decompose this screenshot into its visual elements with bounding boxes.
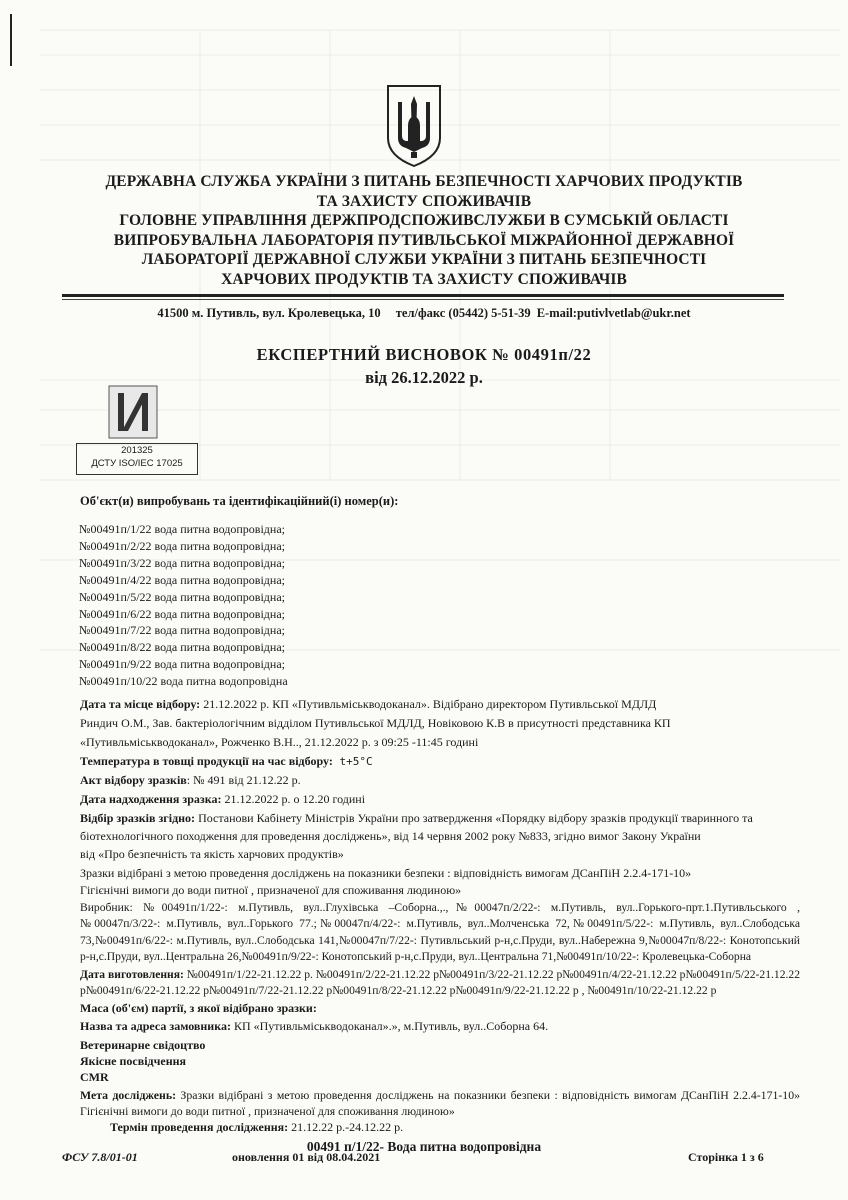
postal-address: 41500 м. Путивль, вул. Кролевецька, 10 [157, 306, 381, 320]
agency-line: ВИПРОБУВАЛЬНА ЛАБОРАТОРІЯ ПУТИВЛЬСЬКОЇ МІЖРАЙОННОЇ ДЕРЖАВНОЇ [113, 231, 735, 249]
list-item: №00491п/5/22 вода питна водопровідна; [79, 589, 285, 604]
list-item: №00491п/8/22 вода питна водопровідна; [79, 640, 285, 655]
field-value: t+5°C [332, 755, 373, 768]
list-item: №00491п/1/22 вода питна водопровідна; [79, 522, 285, 536]
field-label: Якісне посвідчення [80, 1054, 187, 1068]
phone-fax: тел/факс (05442) 5-51-39 [395, 306, 531, 320]
accreditation-number: 201325 [121, 445, 153, 456]
field-label: Температура в товщі продукції на час відбору: [80, 754, 333, 768]
sampling-place-cont: «Путивльміськводоканал», Рожченко В.Н.., 21.12.2022 р. з 09:25 -11:45 годині [80, 735, 479, 749]
lab-address [0, 306, 848, 321]
quality-certificate [80, 1054, 186, 1069]
field-label: Термін проведення дослідження: [110, 1120, 289, 1134]
list-item: №00491п/9/22 вода питна водопровідна; [79, 657, 285, 672]
field-label: Мета досліджень: [80, 1088, 177, 1102]
producer-text: Виробник: №00491п/1/22-: м.Путивль, вул..Глухівська –Соборна.,.,№00047п/2/22-: м.Путивль, вул..Горького-прт.1.Путивльського ,№00047п/3/22-: м.Путивль, вул..Горького 77.;№00047п/4/22-: м.Путивль, вул..Молченська 72,№00491п/5/22-: м.Путивль, вул..Слободська 73,№00491п/6/22-: м.Путивль, вул..Слободська 141,№00047п/7/22-: Путивльський р-н,с.Пруди, вул..Набережна 9,№00047п/8/22-: Конотопський р-н,с.Пруди, вул..Центральна 26,№00491п/9/22-: Конотопський р-н,с.Пруди, вул..Центральна 71,№00491п/10/22-: Кролевецька-Соборна [80, 901, 800, 964]
sampling-place-cont: Риндич О.М., Зав. бактеріологічним відділом Путивльської МДЛД, Новіковою К.В в присутності представника КП [80, 716, 671, 730]
sample-arrival [80, 792, 365, 807]
form-code: ФСУ 7.8/01-01 [62, 1150, 138, 1164]
conclusion-title: ЕКСПЕРТНИЙ ВИСНОВОК № 00491п/22 [256, 345, 592, 364]
accreditation-standard: ДСТУ ISO/IEC 17025 [91, 458, 183, 469]
sampling-temperature [80, 754, 373, 769]
field-value: Зразки відібрані з метою проведення досліджень на показники безпеки : відповідність вимогам ДСанПіН 2.2.4-171-10» Гігієнічні вимоги до води питної , призначеної для споживання людиною» [80, 1088, 800, 1119]
cmr [80, 1070, 109, 1085]
field-label: CMR [80, 1070, 109, 1084]
agency-line: ХАРЧОВИХ ПРОДУКТІВ ТА ЗАХИСТУ СПОЖИВАЧІВ [221, 270, 627, 288]
agency-line: ГОЛОВНЕ УПРАВЛІННЯ ДЕРЖПРОДСПОЖИВСЛУЖБИ В СУМСЬКІЙ ОБЛАСТІ [119, 212, 729, 229]
header-divider-thin [62, 299, 784, 300]
conclusion-date: від 26.12.2022 р. [365, 368, 483, 387]
coat-of-arms-icon [384, 82, 444, 168]
list-item: №00491п/2/22 вода питна водопровідна; [79, 538, 285, 553]
field-label: Акт відбору зразків [80, 773, 187, 787]
field-label: Дата надходження зразка: [80, 792, 222, 806]
field-label: Дата виготовлення: [80, 968, 184, 981]
field-label: Ветеринарне свідоцтво [80, 1038, 206, 1052]
research-term [110, 1120, 403, 1135]
agency-line: ЛАБОРАТОРІЇ ДЕРЖАВНОЇ СЛУЖБИ УКРАЇНИ З ПИТАНЬ БЕЗПЕЧНОСТІ [141, 251, 707, 268]
field-label: Назва та адреса замовника: [80, 1019, 231, 1033]
list-item: №00491п/10/22 вода питна водопровідна [79, 674, 288, 689]
list-item: №00491п/6/22 вода питна водопровідна; [79, 606, 285, 621]
field-label: Відбір зразків згідно: [80, 811, 196, 825]
field-value: 21.12.2022 р. о 12.20 годині [221, 792, 366, 806]
purpose-note-cont: Гігієнічні вимоги до води питної , призначеної для споживання людиною» [80, 883, 462, 897]
field-value: : № 491 від 21.12.22 р. [186, 773, 301, 787]
batch-mass [80, 1001, 317, 1016]
field-value: Постанови Кабінету Міністрів України про затвердження «Порядку відбору зразків продукції тваринного та [195, 811, 753, 825]
email: E-mail:putivlvetlab@ukr.net [536, 306, 691, 320]
customer [80, 1019, 548, 1034]
field-value: КП «Путивльміськводоканал».», м.Путивль, вул..Соборна 64. [230, 1019, 549, 1033]
section-title: 00491 п/1/22- Вода питна водопровідна [306, 1139, 542, 1154]
objects-list [79, 521, 288, 690]
sampling-basis-cont: біотехнологічного походження для проведення досліджень», від 14 червня 2002 року №833, згідно вимог Закону України [80, 829, 701, 843]
sampling-basis-cont: від «Про безпечність та якість харчових продуктів» [80, 847, 344, 861]
research-goal [80, 1087, 800, 1120]
agency-header [0, 172, 848, 289]
field-value: №00491п/1/22-21.12.22 р. №00491п/2/22-21.12.22 р№00491п/3/22-21.12.22 р№00491п/4/22-21.12.22 р№00491п/5/22-21.12.22 р№00491п/6/22-21.12.22 р№00491п/7/22-21.12.22 р№00491п/8/22-21.12.22 р№00491п/9/22-21.12.22 р , №00491п/10/22-21.12.22 р [80, 968, 800, 998]
manufacture-date [80, 967, 800, 1000]
revision-info: оновлення 01 від 08.04.2021 [232, 1150, 381, 1164]
sampling-act [80, 773, 301, 788]
objects-heading: Об'єкт(и) випробувань та ідентифікаційний(і) номер(и): [80, 494, 399, 508]
accreditation-box [76, 443, 198, 475]
accreditation-logo-icon [108, 385, 158, 439]
agency-line: ТА ЗАХИСТУ СПОЖИВАЧІВ [316, 192, 532, 210]
field-value: 21.12.22 р.-24.12.22 р. [288, 1120, 404, 1134]
sampling-basis [80, 811, 753, 826]
field-label: Маса (об'єм) партії, з якої відібрано зразки: [80, 1001, 317, 1015]
agency-line: ДЕРЖАВНА СЛУЖБА УКРАЇНИ З ПИТАНЬ БЕЗПЕЧНОСТІ ХАРЧОВИХ ПРОДУКТІВ [105, 173, 743, 190]
list-item: №00491п/3/22 вода питна водопровідна; [79, 555, 285, 570]
field-value: 21.12.2022 р. КП «Путивльміськводоканал». Відібрано директором Путивльської МДЛД [200, 697, 657, 711]
sampling-place [80, 697, 656, 712]
field-label: Дата та місце відбору: [80, 697, 201, 711]
list-item: №00491п/4/22 вода питна водопровідна; [79, 572, 285, 587]
list-item: №00491п/7/22 вода питна водопровідна; [79, 623, 285, 638]
header-divider [62, 294, 784, 297]
margin-mark [10, 14, 12, 66]
page-number: Сторінка 1 з 6 [688, 1150, 764, 1164]
vet-certificate [80, 1038, 205, 1053]
purpose-note: Зразки відібрані з метою проведення досліджень на показники безпеки : відповідність вимогам ДСанПіН 2.2.4-171-10» [80, 866, 692, 880]
